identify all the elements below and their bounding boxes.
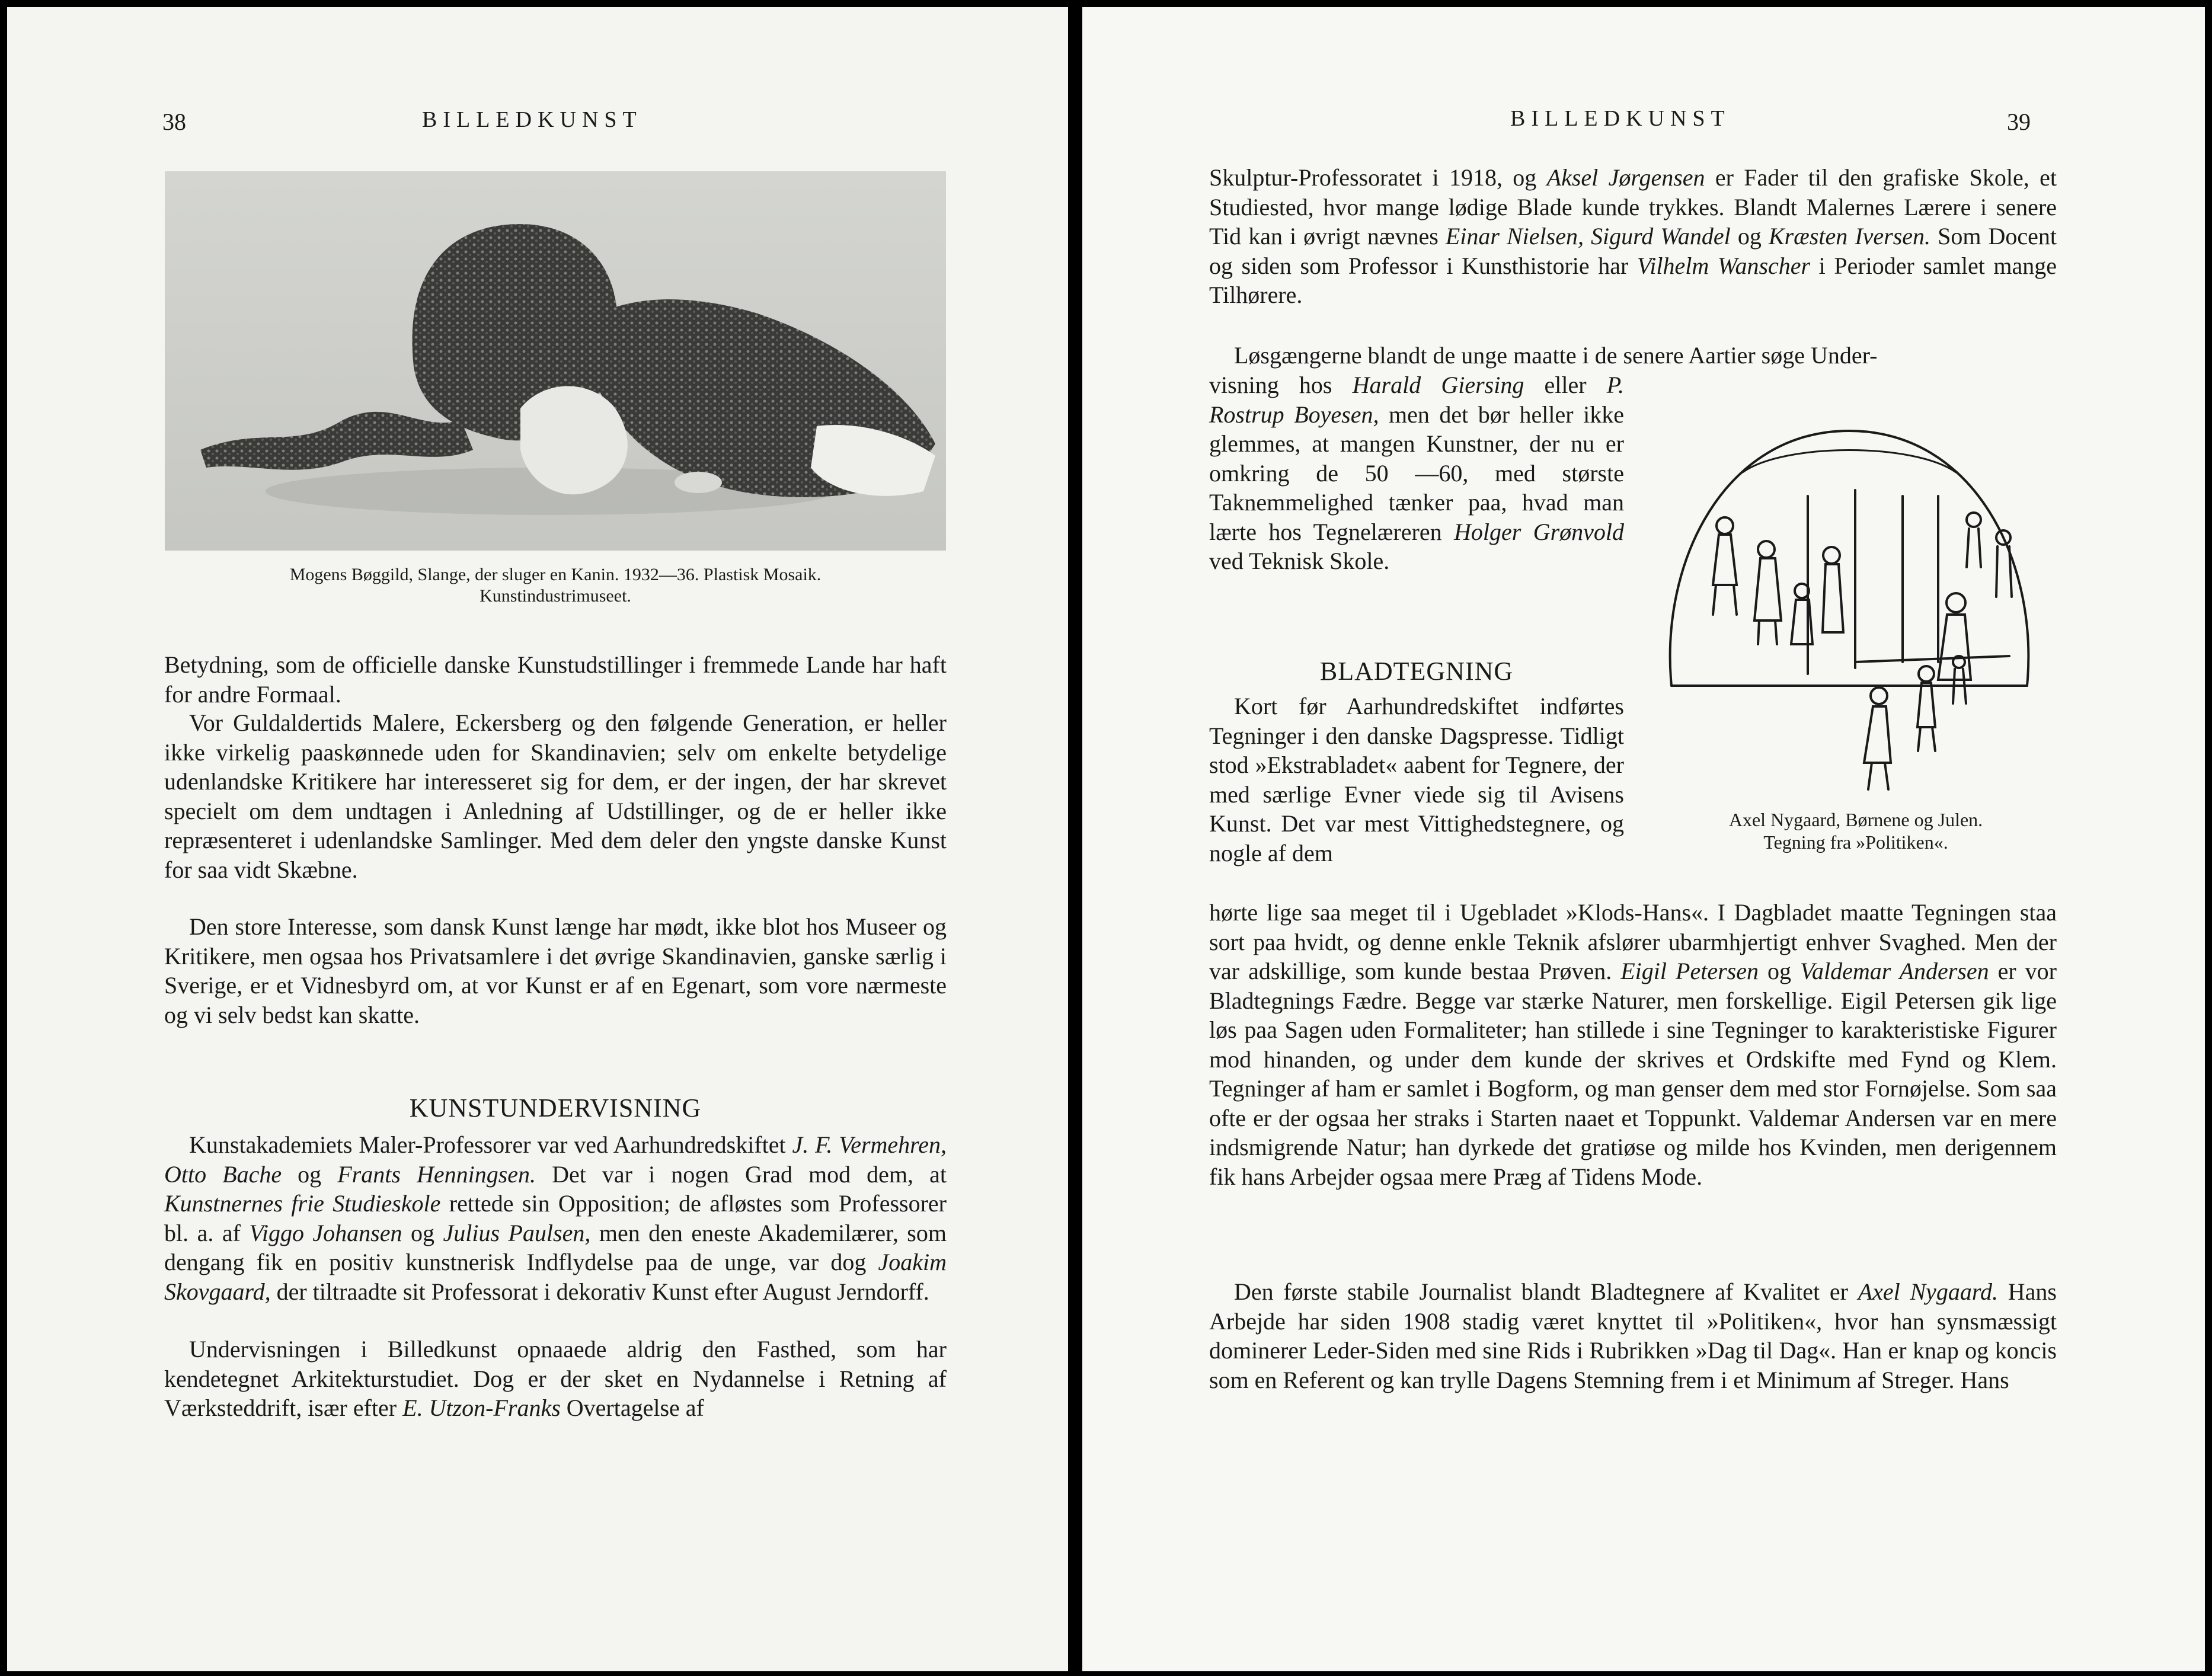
right-page (1082, 7, 2205, 1671)
figure-caption: Axel Nygaard, Børnene og Julen. Tegning fra »Politiken«. (1728, 809, 1983, 853)
paragraph: Den første stabile Journalist blandt Bladtegnere af Kvalitet er Axel Nygaard. Hans Arbejde har siden 1908 stadig været knyttet til »Politiken«, hvor han synsmæssigt dominerer Leder-Siden med sine Rids i Rubrikken »Dag til Dag«. Han er knap og koncis som en Referent og kan trylle Dagens Stemning frem i et Minimum af Streger. Hans (1209, 1278, 2057, 1393)
paragraph: visning hos Harald Giersing eller P. Rostrup Boyesen, men det bør heller ikke glemmes, at mangen Kunstner, der nu er omkring de 50 —60, med største Taknemmelighed tænker paa, hvad man lærte hos Tegnelæreren Holger Grønvold ved Teknisk Skole. (1209, 372, 1624, 574)
section-heading: KUNSTUNDERVISNING (409, 1093, 702, 1122)
paragraph: Vor Guldaldertids Malere, Eckersberg og den følgende Generation, er heller ikke virkelig paaskønnede uden for Skandinavien; selv om enkelte betydelige udenlandske Kritikere har interesseret sig for dem, er der ingen, der har skrevet specielt om dem undtagen i Anledning af Udstillinger, og de er heller ikke repræsenteret i udenlandske Samlinger. Med dem deler den yngste danske Kunst for saa vidt Skæbne. (164, 709, 947, 883)
paragraph: Løsgængerne blandt de unge maatte i de senere Aartier søge Under- (1234, 342, 1878, 369)
running-head: BILLEDKUNST (1510, 106, 1731, 131)
paragraph: Skulptur-Professoratet i 1918, og Aksel Jørgensen er Fader til den grafiske Skole, et Studiested, hvor mange lødige Blade kunde trykkes. Blandt Malernes Lærere i senere Tid kan i øvrigt nævnes Einar Nielsen, Sigurd Wandel og Kræsten Iversen. Som Docent og siden som Professor i Kunsthistorie har Vilhelm Wanscher i Perioder samlet mange Tilhørere. (1209, 164, 2057, 308)
paragraph: hørte lige saa meget til i Ugebladet »Klods-Hans«. I Dagbladet maatte Tegningen staa sort paa hvidt, og denne enkle Teknik afslører ubarmhjertigt enhver Svaghed. Men der var adskillige, som kunde bestaa Prøven. Eigil Petersen og Valdemar Andersen er vor Bladtegnings Fædre. Begge var stærke Naturer, men forskellige. Eigil Petersen gik lige løs paa Sagen uden Formaliteter; han stillede i sine Tegninger to karakteristiske Figurer mod hinanden, og under dem kunde der skrives et Ordskifte med Fynd og Klem. Tegninger af ham er samlet i Bogform, og man genser dem med stor Fornøjelse. Som saa ofte er der ogsaa her straks i Starten naaet et Toppunkt. Valdemar Andersen var en mere indsmigrende Natur; han dyrkede det gratiøse og milde hos Kvinden, men derigennem fik hans Arbejder ogsaa mere Præg af Tidens Mode. (1209, 899, 2057, 1190)
paragraph: Kunstakademiets Maler-Professorer var ved Aarhundredskiftet J. F. Vermehren, Otto Bache og Frants Henningsen. Det var i nogen Grad mod dem, at Kunstnernes frie Studieskole rettede sin Opposition; de afløstes som Professorer bl. a. af Viggo Johansen og Julius Paulsen, men den eneste Akademilærer, som dengang fik en positiv kunstnerisk Indflydelse paa de unge, var dog Joakim Skovgaard, der tiltraadte sit Professorat i dekorativ Kunst efter August Jerndorff. (164, 1131, 947, 1305)
figure-caption: Mogens Bøggild, Slange, der sluger en Kanin. 1932—36. Plastisk Mosaik. Kunstindustrimuseet. (289, 565, 821, 606)
sculpture-photo (165, 171, 946, 551)
section-heading: BLADTEGNING (1319, 657, 1514, 686)
page-number: 38 (162, 108, 186, 135)
page-number: 39 (2007, 108, 2031, 135)
paragraph: Undervisningen i Billedkunst opnaaede aldrig den Fasthed, som har kendetegnet Arkitekturstudiet. Dog er der sket en Nydannelse i Retning af Værksteddrift, især efter E. Utzon-Franks Overtagelse af (164, 1336, 947, 1421)
paragraph: Betydning, som de officielle danske Kunstudstillinger i fremmede Lande har haft for andre Formaal. (164, 651, 947, 708)
running-head: BILLEDKUNST (422, 107, 642, 132)
illustration (1654, 407, 2039, 798)
paragraph: Kort før Aarhundredskiftet indførtes Tegninger i den danske Dagspresse. Tidligt stod »Ekstrabladet« aabent for Tegnere, der med særlige Evner viede sig til Avisens Kunst. Det var mest Vittighedstegnere, og nogle af dem (1209, 693, 1624, 866)
paragraph: Den store Interesse, som dansk Kunst længe har mødt, ikke blot hos Museer og Kritikere, men ogsaa hos Privatsamlere i det øvrige Skandinavien, ganske særlig i Sverige, er et Vidnesbyrd om, at vor Kunst er af en Egenart, som vore nærmeste og vi selv bedst kan skatte. (164, 913, 947, 1028)
left-page (7, 7, 1068, 1671)
